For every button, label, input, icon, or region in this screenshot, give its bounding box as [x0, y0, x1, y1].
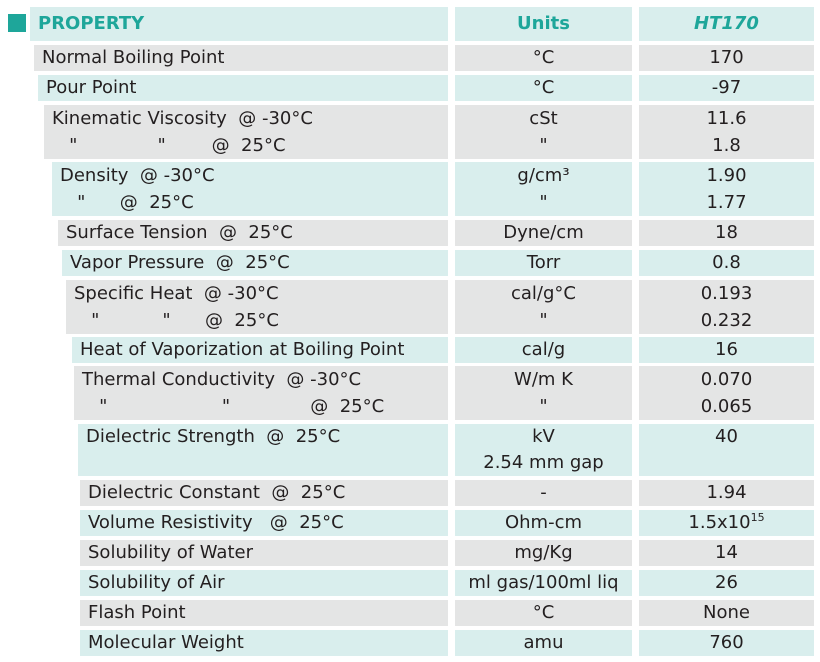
table-row-value: [639, 45, 814, 71]
table-row-property: [74, 366, 448, 420]
table-row-property: [80, 600, 448, 626]
header-units-label: Units: [517, 13, 570, 34]
table-row-units: [455, 424, 632, 476]
units-label: ml gas/100ml liq: [468, 572, 619, 593]
units-label-continued: ": [539, 192, 548, 213]
table-row-units: [455, 45, 632, 71]
property-label-continued: " " @ 25°C: [82, 396, 385, 417]
table-row-value: [639, 424, 814, 476]
value-label-continued: 1.8: [712, 135, 741, 156]
table-row-units: [455, 600, 632, 626]
property-label: Dielectric Constant @ 25°C: [88, 482, 346, 503]
property-label: Density @ -30°C: [60, 165, 215, 186]
header-product: [639, 7, 814, 41]
units-label: °C: [532, 47, 555, 68]
value-label: 0.8: [712, 252, 741, 273]
header-product-label: HT170: [694, 13, 759, 34]
units-label: °C: [532, 602, 555, 623]
table-row-property: [80, 630, 448, 656]
value-label: 16: [715, 339, 738, 360]
table-row-units: [455, 366, 632, 420]
property-label: Heat of Vaporization at Boiling Point: [80, 339, 405, 360]
property-label: Vapor Pressure @ 25°C: [70, 252, 290, 273]
table-row-value: [639, 105, 814, 159]
property-label: Normal Boiling Point: [42, 47, 225, 68]
table-row-units: [455, 510, 632, 536]
table-row-value: [639, 630, 814, 656]
table-row-property: [78, 424, 448, 476]
table-row-units: [455, 280, 632, 334]
property-label: Thermal Conductivity @ -30°C: [82, 369, 362, 390]
section-marker-icon: [8, 14, 26, 32]
value-label: 0.070: [700, 369, 753, 390]
table-row-property: [34, 45, 448, 71]
units-label: kV: [532, 426, 555, 447]
table-row-units: [455, 75, 632, 101]
property-label: Surface Tension @ 25°C: [66, 222, 293, 243]
value-label: 18: [715, 222, 738, 243]
table-row-value: [639, 162, 814, 216]
property-label: Solubility of Air: [88, 572, 225, 593]
table-row-property: [44, 105, 448, 159]
table-row-units: [455, 162, 632, 216]
table-row-property: [66, 280, 448, 334]
value-label: 170: [709, 47, 744, 68]
table-row-units: [455, 337, 632, 363]
units-label: cal/g: [521, 339, 566, 360]
units-label: W/m K: [514, 369, 573, 390]
table-row-units: [455, 250, 632, 276]
units-label: Torr: [526, 252, 561, 273]
table-row-property: [80, 480, 448, 506]
value-label-continued: 1.77: [706, 192, 747, 213]
units-label: -: [540, 482, 547, 503]
table-row-value: [639, 540, 814, 566]
table-row-units: [455, 540, 632, 566]
table-row-units: [455, 105, 632, 159]
property-label-continued: " " @ 25°C: [52, 135, 286, 156]
value-label: [688, 510, 764, 536]
table-row-property: [80, 540, 448, 566]
table-row-value: [639, 570, 814, 596]
units-label-continued: ": [539, 135, 548, 156]
property-label: Dielectric Strength @ 25°C: [86, 426, 341, 447]
value-label: -97: [711, 77, 742, 98]
value-label: 1.90: [706, 165, 747, 186]
units-label: Ohm-cm: [504, 512, 583, 533]
units-label-continued: ": [539, 310, 548, 331]
value-label: 26: [715, 572, 738, 593]
value-label: 14: [715, 542, 738, 563]
header-property: [30, 7, 448, 41]
table-row-value: [639, 600, 814, 626]
property-label-continued: " " @ 25°C: [74, 310, 279, 331]
property-label: Pour Point: [46, 77, 137, 98]
property-label: Flash Point: [88, 602, 186, 623]
table-row-units: [455, 480, 632, 506]
table-row-units: [455, 570, 632, 596]
table-row-property: [80, 510, 448, 536]
header-property-label: PROPERTY: [38, 13, 145, 34]
units-label: cal/g°C: [511, 283, 576, 304]
table-row-property: [80, 570, 448, 596]
units-label: g/cm³: [517, 165, 570, 186]
value-exponent: 15: [750, 511, 765, 524]
table-row-units: [455, 630, 632, 656]
property-label: Solubility of Water: [88, 542, 253, 563]
value-label: 0.193: [700, 283, 753, 304]
units-label: Dyne/cm: [503, 222, 584, 243]
property-label: Molecular Weight: [88, 632, 244, 653]
value-label: 1.94: [706, 482, 747, 503]
table-row-property: [38, 75, 448, 101]
property-label: Volume Resistivity @ 25°C: [88, 512, 344, 533]
table-row-value: [639, 366, 814, 420]
table-row-value: [639, 480, 814, 506]
property-label-continued: " @ 25°C: [60, 192, 194, 213]
value-label: 760: [709, 632, 744, 653]
table-row-units: [455, 220, 632, 246]
table-row-property: [72, 337, 448, 363]
table-row-value: [639, 280, 814, 334]
value-base: 1.5x10: [688, 512, 751, 533]
value-label: None: [703, 602, 750, 623]
table-row-property: [58, 220, 448, 246]
units-label: amu: [523, 632, 564, 653]
units-label: mg/Kg: [514, 542, 573, 563]
header-units: [455, 7, 632, 41]
table-row-value: [639, 250, 814, 276]
property-label: Kinematic Viscosity @ -30°C: [52, 108, 313, 129]
value-label-continued: 0.065: [700, 396, 753, 417]
value-label: 40: [715, 426, 738, 447]
units-label-continued: ": [539, 396, 548, 417]
units-label: °C: [532, 77, 555, 98]
units-label-continued: 2.54 mm gap: [483, 452, 604, 473]
table-row-property: [62, 250, 448, 276]
units-label: cSt: [529, 108, 558, 129]
table-row-value: [639, 75, 814, 101]
table-row-value: [639, 510, 814, 536]
property-label: Specific Heat @ -30°C: [74, 283, 279, 304]
table-row-value: [639, 220, 814, 246]
value-label-continued: 0.232: [700, 310, 753, 331]
table-row-property: [52, 162, 448, 216]
value-label: 11.6: [706, 108, 747, 129]
table-row-value: [639, 337, 814, 363]
